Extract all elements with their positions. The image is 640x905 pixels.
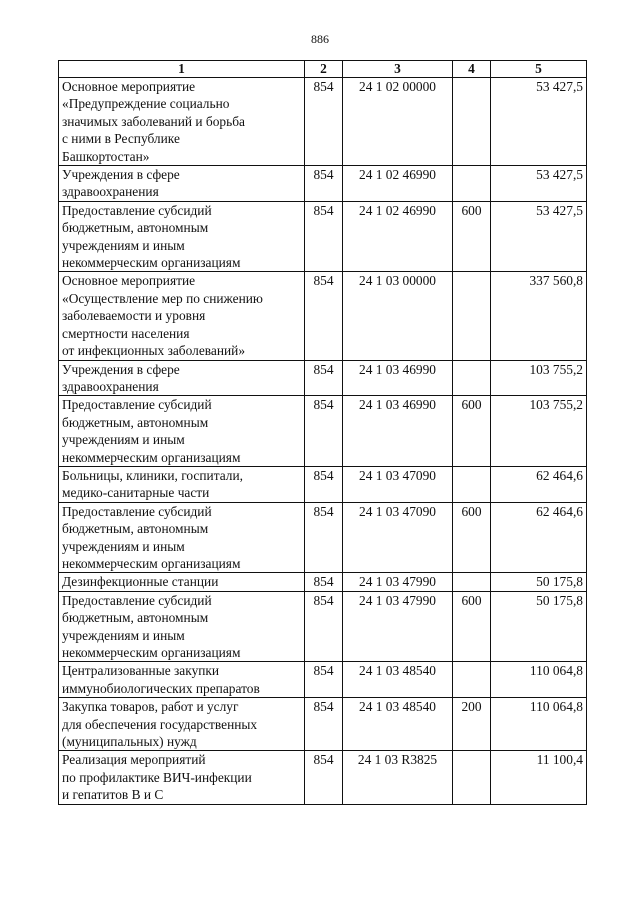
row-name: Предоставление субсидий бюджетным, автономным учреждениям и иным некоммерческим организациям (59, 502, 305, 573)
table-row (59, 396, 587, 467)
row-name: Предоставление субсидий бюджетным, автономным учреждениям и иным некоммерческим организациям (59, 201, 305, 272)
table-row (59, 591, 587, 662)
row-expense-type: 200 (453, 698, 491, 751)
row-name: Реализация мероприятий по профилактике ВИЧ-инфекции и гепатитов В и С (59, 751, 305, 804)
row-amount: 103 755,2 (491, 360, 587, 396)
row-name: Основное мероприятие «Осуществление мер по снижению заболеваемости и уровня смертности населения от инфекционных заболеваний» (59, 272, 305, 360)
row-name: Предоставление субсидий бюджетным, автономным учреждениям и иным некоммерческим организациям (59, 591, 305, 662)
row-expense-type (453, 272, 491, 360)
table-row (59, 573, 587, 591)
budget-table (58, 60, 587, 805)
header-col-2: 2 (305, 61, 343, 78)
table-row (59, 698, 587, 751)
row-amount: 110 064,8 (491, 698, 587, 751)
row-target-code: 24 1 03 R3825 (343, 751, 453, 804)
row-ministry-code: 854 (305, 698, 343, 751)
row-expense-type (453, 78, 491, 166)
row-amount: 53 427,5 (491, 201, 587, 272)
row-amount: 53 427,5 (491, 166, 587, 202)
row-expense-type: 600 (453, 591, 491, 662)
row-target-code: 24 1 02 46990 (343, 166, 453, 202)
row-target-code: 24 1 03 48540 (343, 698, 453, 751)
table-body (59, 78, 587, 805)
row-expense-type: 600 (453, 396, 491, 467)
row-ministry-code: 854 (305, 78, 343, 166)
row-target-code: 24 1 02 46990 (343, 201, 453, 272)
row-ministry-code: 854 (305, 751, 343, 804)
header-col-4: 4 (453, 61, 491, 78)
header-col-5: 5 (491, 61, 587, 78)
header-col-3: 3 (343, 61, 453, 78)
row-amount: 11 100,4 (491, 751, 587, 804)
row-expense-type: 600 (453, 502, 491, 573)
row-amount: 103 755,2 (491, 396, 587, 467)
table-row (59, 751, 587, 804)
row-name: Централизованные закупки иммунобиологических препаратов (59, 662, 305, 698)
row-amount: 62 464,6 (491, 502, 587, 573)
row-amount: 50 175,8 (491, 591, 587, 662)
row-expense-type (453, 573, 491, 591)
row-target-code: 24 1 03 47990 (343, 591, 453, 662)
row-ministry-code: 854 (305, 573, 343, 591)
row-target-code: 24 1 03 47990 (343, 573, 453, 591)
table-row (59, 78, 587, 166)
row-target-code: 24 1 03 47090 (343, 502, 453, 573)
row-expense-type (453, 662, 491, 698)
row-amount: 337 560,8 (491, 272, 587, 360)
row-ministry-code: 854 (305, 201, 343, 272)
table-header (59, 61, 587, 78)
row-name: Учреждения в сфере здравоохранения (59, 166, 305, 202)
row-target-code: 24 1 03 46990 (343, 360, 453, 396)
row-expense-type (453, 360, 491, 396)
row-target-code: 24 1 03 47090 (343, 466, 453, 502)
page-number: 886 (311, 32, 329, 46)
row-name: Предоставление субсидий бюджетным, автономным учреждениям и иным некоммерческим организациям (59, 396, 305, 467)
row-ministry-code: 854 (305, 396, 343, 467)
header-col-1: 1 (59, 61, 305, 78)
table-row (59, 502, 587, 573)
row-ministry-code: 854 (305, 272, 343, 360)
row-expense-type: 600 (453, 201, 491, 272)
table-row (59, 201, 587, 272)
row-amount: 53 427,5 (491, 78, 587, 166)
table-row (59, 166, 587, 202)
row-name: Дезинфекционные станции (59, 573, 305, 591)
table-row (59, 360, 587, 396)
row-expense-type (453, 751, 491, 804)
row-amount: 62 464,6 (491, 466, 587, 502)
row-name: Больницы, клиники, госпитали, медико-санитарные части (59, 466, 305, 502)
row-amount: 50 175,8 (491, 573, 587, 591)
row-target-code: 24 1 02 00000 (343, 78, 453, 166)
row-name: Закупка товаров, работ и услуг для обеспечения государственных (муниципальных) нужд (59, 698, 305, 751)
row-ministry-code: 854 (305, 360, 343, 396)
table-row (59, 272, 587, 360)
row-ministry-code: 854 (305, 166, 343, 202)
row-expense-type (453, 466, 491, 502)
table-row (59, 662, 587, 698)
row-target-code: 24 1 03 00000 (343, 272, 453, 360)
row-name: Основное мероприятие «Предупреждение социально значимых заболеваний и борьба с ними в Республике Башкортостан» (59, 78, 305, 166)
row-amount: 110 064,8 (491, 662, 587, 698)
table-row (59, 466, 587, 502)
row-expense-type (453, 166, 491, 202)
row-target-code: 24 1 03 48540 (343, 662, 453, 698)
row-name: Учреждения в сфере здравоохранения (59, 360, 305, 396)
row-ministry-code: 854 (305, 466, 343, 502)
row-ministry-code: 854 (305, 502, 343, 573)
row-ministry-code: 854 (305, 591, 343, 662)
row-ministry-code: 854 (305, 662, 343, 698)
row-target-code: 24 1 03 46990 (343, 396, 453, 467)
